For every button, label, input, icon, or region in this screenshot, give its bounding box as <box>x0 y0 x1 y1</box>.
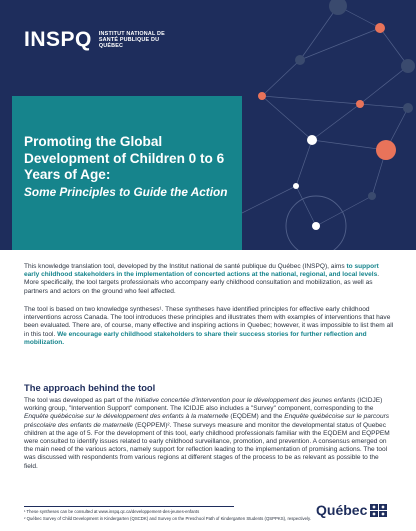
intro-paragraph <box>24 263 394 296</box>
quebec-logo <box>316 502 387 518</box>
approach-text-a: The tool was developed as part of the <box>24 397 136 404</box>
document-title: Promoting the Global Development of Children 0 to 6 Years of Age: <box>24 134 225 182</box>
section-heading: The approach behind the tool <box>24 382 156 393</box>
cover-header <box>0 0 416 250</box>
intro-text-a: This knowledge translation tool, developed by the Institut national de santé publique du Québec (INSPQ), aims <box>24 263 347 270</box>
approach-italic-1: Initiative concertée d'intervention pour le développement des jeunes enfants <box>135 397 356 404</box>
logo-subtitle: INSTITUT NATIONAL DE SANTÉ PUBLIQUE DU QUÉBEC <box>98 30 165 50</box>
approach-italic-3: Enquête québécoise sur le parcours préscolaire des enfants de maternelle <box>24 413 390 429</box>
approach-text-b: (ICIDJE) working group, "Intervention Support" component. The ICIDJE also includes a "Survey" component, corresponding to the <box>24 397 383 413</box>
document-subtitle: Some Principles to Guide the Action <box>24 184 228 199</box>
logo-mark: INSPQ <box>24 28 92 51</box>
inspq-logo <box>24 28 169 52</box>
quebec-wordmark: Québec <box>316 502 368 518</box>
approach-paragraph <box>24 397 394 471</box>
approach-italic-2: Enquête québécoise sur le développement des enfants à la maternelle <box>24 413 229 421</box>
approach-text-c: (EQDEM) and the <box>228 413 285 421</box>
fleur-de-lis-flag-icon <box>370 504 387 517</box>
syntheses-paragraph <box>24 306 394 347</box>
footnote-1: ¹ These syntheses can be consulted at www.inspq.qc.ca/developpement-des-jeunes-enfants <box>24 509 200 514</box>
syntheses-highlight: We encourage early childhood stakeholders to share their success stories for further reflection and mobilization. <box>24 330 367 346</box>
syntheses-text: The tool is based on two knowledge syntheses¹. These syntheses have identified principles for effective early childhood interventions across Canada. The tool introduces these principles and illustrates them with examples of interventions that have been evaluated. There are, of course, many effective and inspiring actions in Quebec; however, it was impossible to list them all in this tool. <box>24 306 394 338</box>
approach-text-d: (EQPPEM)². These surveys measure and monitor the developmental status of Quebec children at the age of 5. For the development of this tool, early childhood professionals familiar with the EQDEM and EQPPEM were consulted to identify issues related to early childhood surveillance, promotion, and prevention. A consensus emerged on the main need of the various actors, namely support for reflection leading to the implementation of promising actions. The tool was discussed with respondents from various regions at different stages of the process to be as relevant as possible to the field. <box>24 421 390 470</box>
intro-text-b: . More specifically, the tool targets professionals who accompany early childhood consultation and mobilization, as well as partners and actors on the ground who feel affected. <box>24 271 380 295</box>
title-box <box>12 96 242 250</box>
footnote-divider <box>24 506 234 507</box>
intro-highlight: to support early childhood stakeholders in the implementation of concerted actions at the national, regional, and local levels <box>24 263 379 279</box>
footnote-2: ² Québec Survey of Child Development in Kindergarten (QSCDK) and Survey on the Preschool Path of Kindergarten Students (QSPPKS), respectively. <box>24 516 311 521</box>
